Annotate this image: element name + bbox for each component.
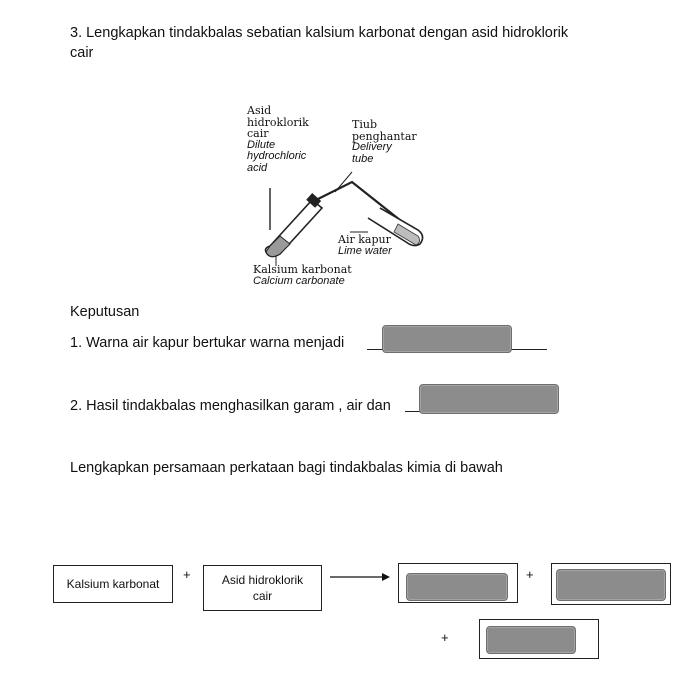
- test-tube-left: [266, 193, 323, 257]
- answer-slot-1[interactable]: [382, 325, 512, 353]
- question-title: [70, 23, 650, 63]
- product-slot-1[interactable]: [406, 573, 508, 601]
- question-title-line2: cair: [70, 45, 94, 61]
- question-title-line1: 3. Lengkapkan tindakbalas sebatian kalsium karbonat dengan asid hidroklorik: [70, 25, 569, 41]
- answer-slot-2[interactable]: [419, 384, 559, 414]
- label-acid-en-3: acid: [247, 161, 268, 174]
- reaction-arrow: [330, 570, 390, 584]
- equation-instruction: Lengkapkan persamaan perkataan bagi tindakbalas kimia di bawah: [70, 460, 503, 476]
- reactant-2-label-line2: cair: [252, 589, 273, 603]
- reactant-1-label: Kalsium karbonat: [66, 577, 160, 591]
- product-slot-2[interactable]: [556, 569, 666, 601]
- reactant-box-1: [53, 565, 173, 603]
- label-tube-en-1: Delivery: [352, 141, 392, 153]
- label-delivery-tube: [352, 119, 417, 165]
- label-acid-ms-2: hidroklorik: [247, 115, 309, 129]
- label-limewater-en: Lime water: [338, 244, 392, 257]
- label-acid-en-1: Dilute: [247, 138, 276, 151]
- plus-sign-3: +: [441, 630, 449, 645]
- label-limewater-ms: Air kapur: [338, 233, 391, 246]
- label-acid: [247, 105, 309, 174]
- label-carbonate-ms: Kalsium karbonat: [253, 263, 352, 276]
- label-acid-ms-1: Asid: [247, 104, 272, 117]
- label-tube-ms-2: penghantar: [352, 129, 417, 143]
- results-heading: Keputusan: [70, 304, 140, 320]
- result-item-2: 2. Hasil tindakbalas menghasilkan garam , air dan: [70, 398, 391, 414]
- reactant-box-2: [203, 565, 322, 611]
- product-slot-3[interactable]: [486, 626, 576, 654]
- plus-sign-1: +: [183, 567, 191, 582]
- apparatus-diagram: [240, 100, 440, 295]
- reactant-2-label-line1: Asid hidroklorik: [221, 573, 304, 587]
- label-acid-en-2: hydrochloric: [247, 150, 307, 162]
- plus-sign-2: +: [526, 567, 534, 582]
- label-calcium-carbonate: [253, 264, 352, 287]
- label-tube-ms-1: Tiub: [352, 118, 377, 131]
- label-lime-water: [338, 234, 392, 257]
- label-tube-en-2: tube: [352, 152, 374, 165]
- label-acid-ms-3: cair: [247, 127, 269, 140]
- label-carbonate-en: Calcium carbonate: [253, 274, 345, 287]
- result-item-1: 1. Warna air kapur bertukar warna menjadi: [70, 335, 345, 351]
